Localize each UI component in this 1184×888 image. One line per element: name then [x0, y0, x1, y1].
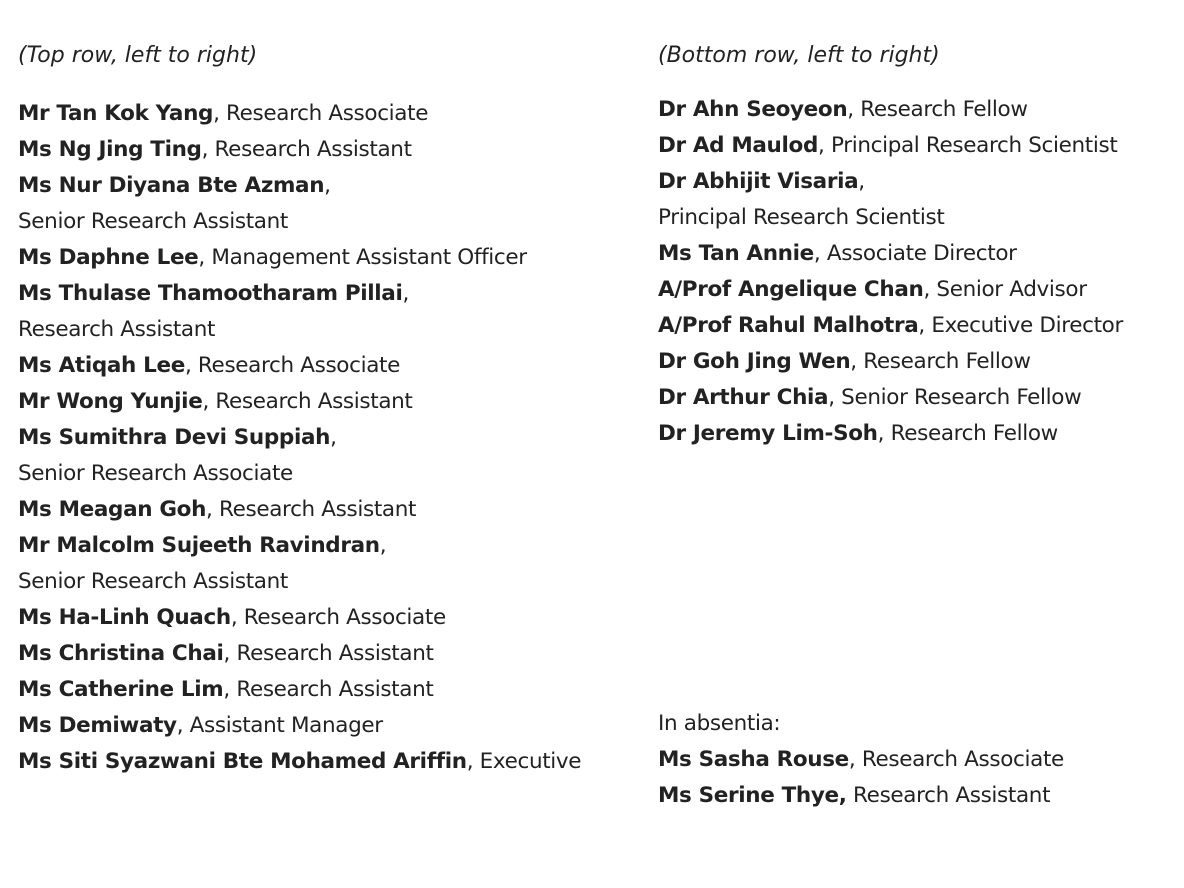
person-title: , Senior Research Fellow	[828, 385, 1082, 410]
list-item	[658, 272, 1183, 308]
person-title: Research Assistant	[846, 783, 1051, 808]
bottom-row-list	[658, 92, 1183, 452]
person-title: Senior Research Associate	[18, 461, 293, 486]
person-title: , Research Fellow	[847, 97, 1028, 122]
person-name: Dr Arthur Chia	[658, 385, 829, 410]
list-item	[658, 308, 1183, 344]
person-title: , Research Associate	[848, 747, 1064, 772]
person-name: A/Prof Rahul Malhotra	[658, 313, 919, 338]
person-name: Mr Wong Yunjie	[18, 389, 203, 414]
person-name: Dr Ahn Seoyeon	[658, 97, 848, 122]
person-name: Ms Sumithra Devi Suppiah	[18, 425, 331, 450]
person-name: Ms Siti Syazwani Bte Mohamed Ariffin	[18, 749, 467, 774]
list-item	[18, 348, 638, 384]
list-item	[658, 236, 1183, 272]
list-item	[658, 778, 1183, 814]
list-item-continuation	[18, 204, 638, 240]
person-title: , Research Associate	[184, 353, 400, 378]
top-row-list	[18, 96, 638, 780]
list-item	[18, 708, 638, 744]
top-row-heading: (Top row, left to right)	[18, 43, 258, 68]
person-title: , Executive Director	[918, 313, 1123, 338]
list-item	[18, 492, 638, 528]
person-title: , Principal Research Scientist	[818, 133, 1118, 158]
list-item	[18, 384, 638, 420]
list-item	[658, 128, 1183, 164]
list-item	[18, 528, 638, 564]
person-title: ,	[330, 425, 337, 450]
person-title: , Senior Advisor	[923, 277, 1087, 302]
list-item	[18, 420, 638, 456]
person-title: , Research Assistant	[201, 137, 412, 162]
list-item	[18, 600, 638, 636]
list-item-continuation	[658, 200, 1183, 236]
person-name: Dr Abhijit Visaria	[658, 169, 859, 194]
list-item	[658, 742, 1183, 778]
list-item	[18, 276, 638, 312]
list-item	[658, 344, 1183, 380]
list-item-continuation	[18, 456, 638, 492]
person-title: ,	[324, 173, 331, 198]
person-name: Dr Jeremy Lim-Soh	[658, 421, 878, 446]
person-title: , Research Assistant	[206, 497, 417, 522]
person-title: , Assistant Manager	[176, 713, 383, 738]
list-item	[18, 744, 638, 780]
person-title: , Research Assistant	[223, 677, 434, 702]
person-title: , Research Fellow	[877, 421, 1058, 446]
list-item	[18, 132, 638, 168]
person-title: , Research Associate	[230, 605, 446, 630]
person-title: , Research Assistant	[202, 389, 413, 414]
person-name: Ms Meagan Goh	[18, 497, 207, 522]
person-name: Mr Malcolm Sujeeth Ravindran	[18, 533, 380, 558]
person-name: Mr Tan Kok Yang	[18, 101, 214, 126]
person-name: Ms Atiqah Lee	[18, 353, 185, 378]
person-title: , Research Associate	[213, 101, 429, 126]
list-item	[658, 416, 1183, 452]
person-title: ,	[379, 533, 387, 558]
person-title: , Management Assistant Officer	[198, 245, 527, 270]
person-title: ,	[402, 281, 409, 306]
person-title: , Research Assistant	[223, 641, 434, 666]
person-title: , Associate Director	[813, 241, 1017, 266]
person-name: Ms Catherine Lim	[18, 677, 224, 702]
list-item-continuation	[18, 564, 638, 600]
list-item	[18, 672, 638, 708]
list-item	[658, 164, 1183, 200]
person-name: Ms Demiwaty	[18, 713, 177, 738]
person-title: Senior Research Assistant	[18, 209, 288, 234]
person-title: ,	[858, 169, 865, 194]
list-item	[658, 380, 1183, 416]
list-item	[18, 96, 638, 132]
person-name: Dr Ad Maulod	[658, 133, 818, 158]
person-name: Ms Ng Jing Ting	[18, 137, 202, 162]
bottom-row-heading: (Bottom row, left to right)	[658, 43, 940, 68]
person-title: Research Assistant	[18, 317, 216, 342]
in-absentia-list	[658, 706, 1183, 814]
list-item	[18, 636, 638, 672]
list-item	[658, 92, 1183, 128]
person-title: , Research Fellow	[850, 349, 1031, 374]
list-item	[18, 168, 638, 204]
person-name: Ms Nur Diyana Bte Azman	[18, 173, 325, 198]
person-name: Dr Goh Jing Wen	[658, 349, 851, 374]
person-name: Ms Christina Chai	[18, 641, 224, 666]
person-name: Ms Serine Thye,	[658, 783, 847, 808]
person-name: Ms Sasha Rouse	[658, 747, 849, 772]
person-name: Ms Daphne Lee	[18, 245, 199, 270]
person-name: A/Prof Angelique Chan	[658, 277, 924, 302]
person-title: , Executive	[466, 749, 582, 774]
person-name: Ms Thulase Thamootharam Pillai	[18, 281, 403, 306]
person-name: Ms Ha-Linh Quach	[18, 605, 231, 630]
list-item-continuation	[18, 312, 638, 348]
list-item	[18, 240, 638, 276]
in-absentia-label: In absentia:	[658, 711, 781, 736]
person-title: Senior Research Assistant	[18, 569, 288, 594]
person-name: Ms Tan Annie	[658, 241, 814, 266]
person-title: Principal Research Scientist	[658, 205, 945, 230]
